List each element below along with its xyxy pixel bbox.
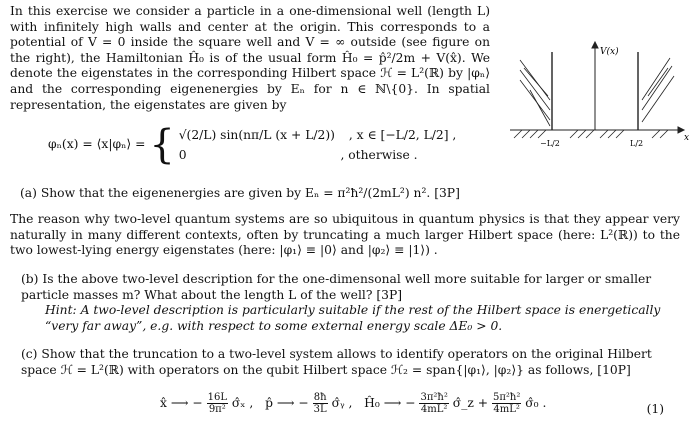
cases-brace: { [149,122,175,168]
left-tick-label: −L/2 [540,139,560,148]
question-c: (c) Show that the truncation to a two-level system allows to identify operators on the original Hilbert space ℋ = L²(ℝ) with operators on the qubit Hilbert space ℋ₂ = span{|φ₁⟩, |φ₂⟩} as follows, [10P] [21,347,652,377]
h-fraction-2-den: 4mL² [493,404,520,415]
cases-block [179,125,457,165]
question-a: (a) Show that the eigenenergies are given by Eₙ = π²ħ²/(2mL²) n². [3P] [20,186,460,200]
h-fraction-1-den: 4mL² [420,404,448,415]
v-axis-arrow [592,42,598,48]
case-outside [179,145,457,165]
intro-paragraph: In this exercise we consider a particle in a one-dimensional well (length L) with infinitely high walls and center at the origin. This corresponds to a potential of V = 0 inside the square well and V = ∞ outside (see figure on the right), the Hamiltonian Ĥ₀ is of the usual form Ĥ₀ = p̂²/2m + V(x̂). We denote the eigenstates in the corresponding Hilbert space ℋ = L²(ℝ) by |φₙ⟩ and the corresponding eigenenergies by Eₙ for n ∈ ℕ\{0}. In spatial representation, the eigenstates are given by [10,4,490,112]
p-fraction [313,392,328,415]
x-fraction-den: 9π² [208,404,226,415]
case-outside-condition: , otherwise . [340,148,418,162]
x-fraction [207,392,228,415]
case-inside-value: √(2/L) sin(nπ/L (x + L/2)) [178,128,335,142]
x-axis-label: x [684,133,690,143]
h-operator-2: σ̂₀ . [525,396,547,410]
reason-paragraph: The reason why two-level quantum systems are so ubiquitous in quantum physics is that they appear very naturally in many different contexts, often by truncating a much larger Hilbert space (here: L²(ℝ)) to the two lowest-lying energy eigenstates (here: |φ₁⟩ ≡ |0⟩ and |φ₂⟩ ≡ |1⟩) . [10,212,680,258]
p-operator: σ̂ᵧ , [331,396,353,410]
ground-hatching [514,130,668,138]
p-fraction-den: 3L [313,404,327,415]
p-fraction-num: 8ħ [313,392,327,403]
h-fraction-1 [419,392,448,415]
right-tick-label: L/2 [630,139,644,148]
h-fraction-2-num: 5π²ħ² [492,392,521,403]
case-inside-condition: , x ∈ [−L/2, L/2] , [348,128,457,142]
potential-well-figure [500,30,690,160]
h-fraction-2 [492,392,521,415]
eigenstate-lhs: φₙ(x) = ⟨x|φₙ⟩ = [48,137,146,152]
h-fraction-1-num: 3π²ħ² [420,392,448,403]
left-wall-hatching [520,60,550,126]
right-wall-hatching [642,58,674,122]
h-operator-1: σ̂_z + [452,396,489,410]
h-map: Ĥ₀ ⟶ − [364,396,416,410]
x-fraction-num: 16L [207,392,227,403]
x-operator: σ̂ₓ , [231,396,254,410]
operator-mapping-equation [160,392,680,432]
question-b-hint: Hint: A two-level description is particularly suitable if the rest of the Hilbert space is energetically “very far away”, e.g. with respect to some external energy scale ΔE₀ > 0. [45,303,661,333]
question-b [21,272,679,334]
equation-number: (1) [646,402,664,416]
case-inside [179,125,457,145]
p-map: p̂ ⟶ − [265,396,309,410]
x-map: x̂ ⟶ − [160,396,203,410]
v-axis-label: V(x) [600,47,619,57]
question-b-text: (b) Is the above two-level description for the one-dimensonal well more suitable for larger or smaller particle masses m? What about the length L of the well? [3P] [21,272,652,302]
eigenstate-equation [48,122,468,171]
case-outside-value: 0 [178,148,187,162]
